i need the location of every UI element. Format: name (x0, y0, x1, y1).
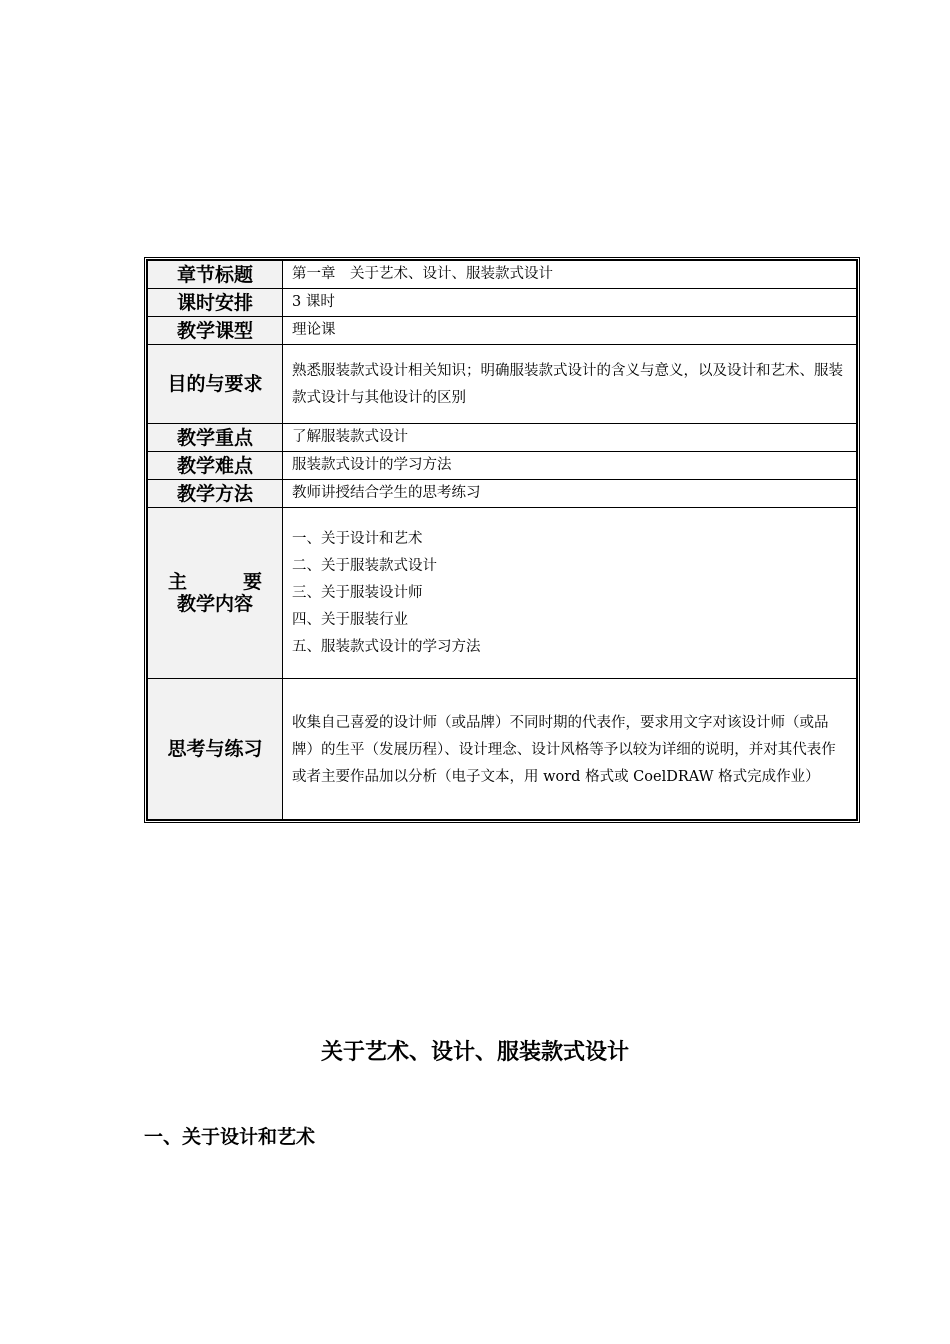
row-label: 教学方法 (148, 480, 283, 508)
table-row (148, 508, 857, 679)
row-value: 理论课 (283, 317, 857, 345)
row-label: 教学重点 (148, 424, 283, 452)
main-label-part2: 要 (242, 571, 262, 593)
row-value: 教师讲授结合学生的思考练习 (283, 480, 857, 508)
table-row (148, 261, 857, 289)
row-label: 教学课型 (148, 317, 283, 345)
list-item: 五、服装款式设计的学习方法 (292, 638, 481, 655)
row-label: 章节标题 (148, 261, 283, 289)
table-row (148, 345, 857, 424)
exercise-text: 收集自己喜爱的设计师（或品牌）不同时期的代表作，要求用文字对该设计师（或品牌）的生平（发展历程）、设计理念、设计风格等予以较为详细的说明，并对其代表作或者主要作品加以分析（电子文本，用 word 格式或 CoelDRAW 格式完成作业） (292, 714, 836, 785)
subsection-title: 一、关于设计和艺术 (144, 1126, 316, 1148)
row-label: 思考与练习 (148, 679, 283, 820)
row-value: 第一章 关于艺术、设计、服装款式设计 (283, 261, 857, 289)
table-row (148, 424, 857, 452)
row-label: 目的与要求 (148, 345, 283, 424)
row-label: 教学难点 (148, 452, 283, 480)
list-item: 二、关于服装款式设计 (292, 557, 437, 574)
course-info-table (144, 257, 860, 823)
list-item: 三、关于服装设计师 (292, 584, 423, 601)
course-table (147, 260, 857, 820)
main-label-line1 (148, 571, 282, 593)
list-item: 一、关于设计和艺术 (292, 530, 423, 547)
table-row (148, 480, 857, 508)
section-title: 关于艺术、设计、服装款式设计 (320, 1040, 629, 1065)
purpose-text: 熟悉服装款式设计相关知识；明确服装款式设计的含义与意义，以及设计和艺术、服装款式设计与其他设计的区别 (292, 363, 843, 406)
row-value (283, 679, 857, 820)
content-list (292, 512, 848, 675)
row-label: 课时安排 (148, 289, 283, 317)
list-item: 四、关于服装行业 (292, 611, 408, 628)
row-value: 3 课时 (283, 289, 857, 317)
row-value: 了解服装款式设计 (283, 424, 857, 452)
main-label-part1: 主 (168, 571, 188, 593)
table-row (148, 452, 857, 480)
main-content-value (283, 508, 857, 679)
row-value (283, 345, 857, 424)
table-row (148, 679, 857, 820)
row-value: 服装款式设计的学习方法 (283, 452, 857, 480)
table-row (148, 289, 857, 317)
main-label-line2: 教学内容 (176, 593, 253, 615)
main-content-label (148, 508, 283, 679)
table-row (148, 317, 857, 345)
